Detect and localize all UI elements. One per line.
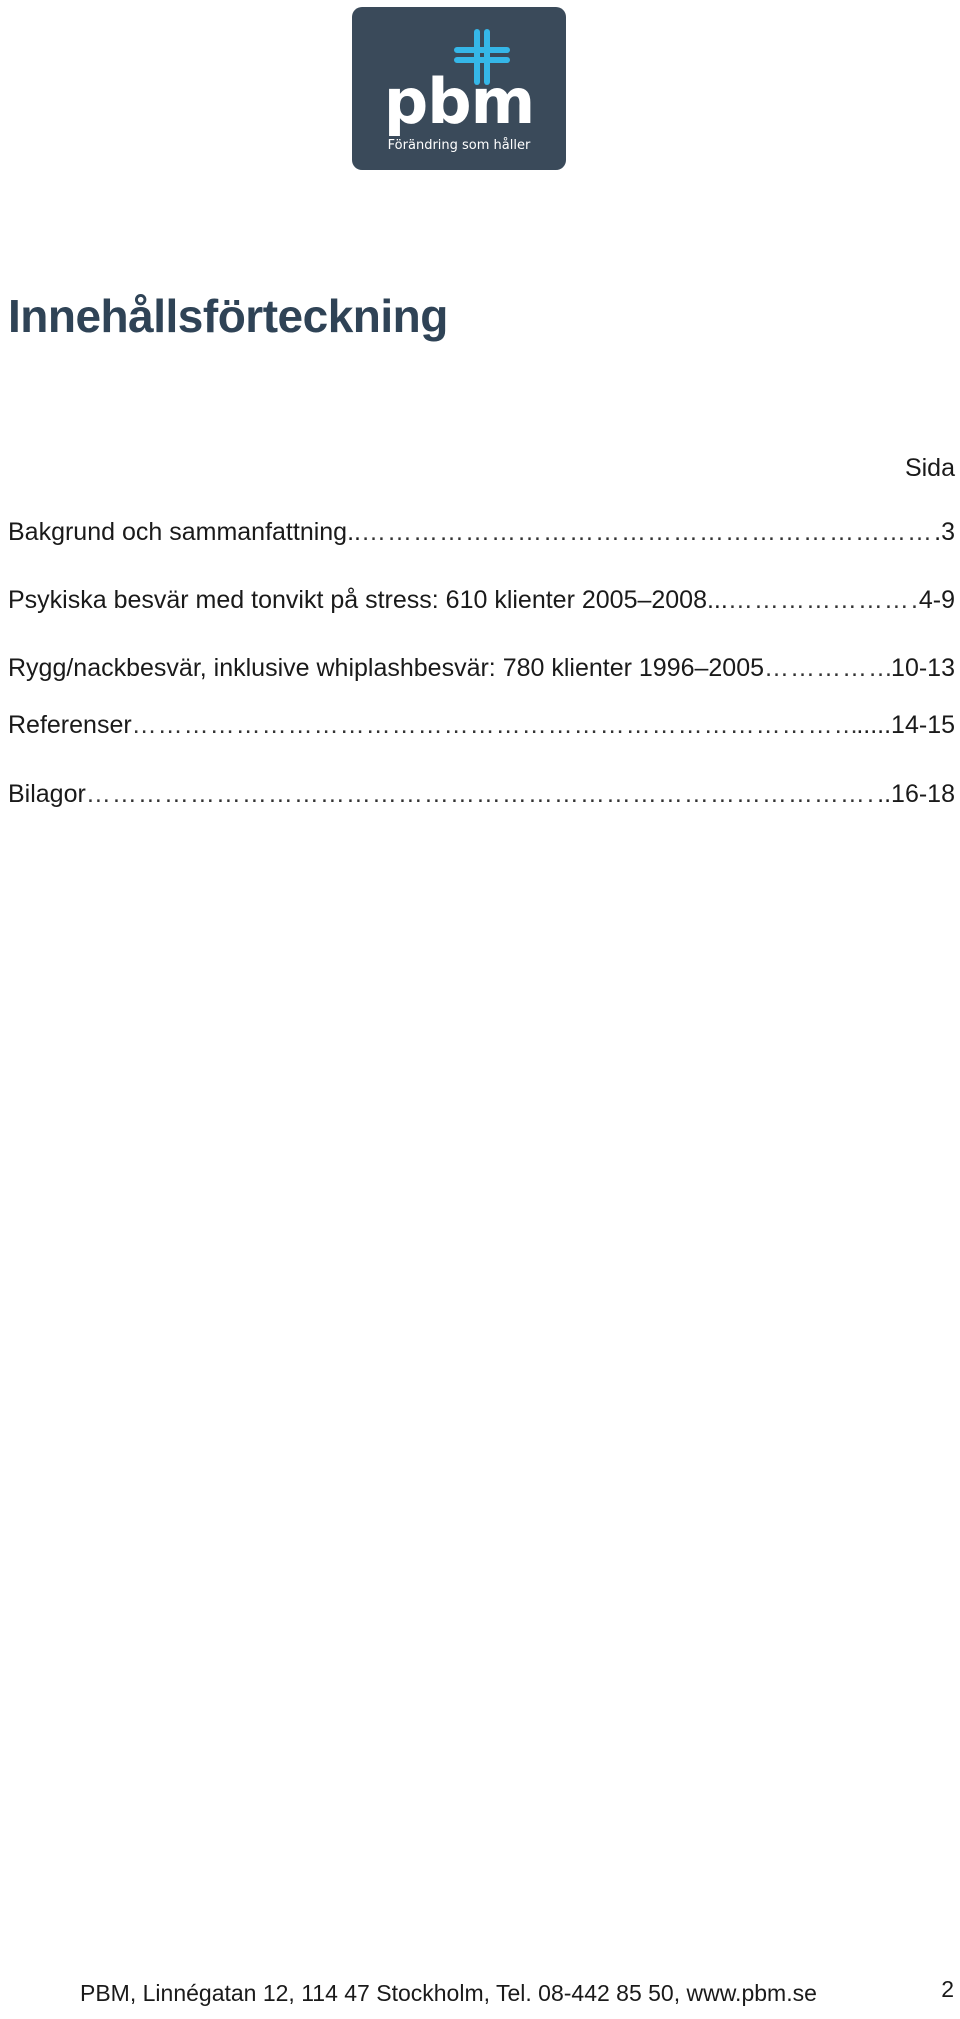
page-column-header: Sida (904, 454, 955, 482)
toc-leader-dots (728, 584, 919, 616)
toc-entry-page: 10-13 (891, 654, 955, 682)
toc-entry-label: Rygg/nackbesvär, inklusive whiplashbesvär: 780 klienter 1996–2005 (8, 654, 765, 682)
toc-entry-page: ..16-18 (877, 780, 955, 808)
page-number: 2 (941, 1976, 954, 2002)
pbm-logo (352, 7, 566, 170)
logo-tagline: Förändring som håller (387, 138, 531, 153)
toc-leader-dots (361, 516, 934, 548)
toc-entry-page: .....14-15 (856, 711, 955, 739)
toc-entry-psychological[interactable] (8, 584, 955, 616)
toc-leader-dots (132, 709, 857, 741)
toc-entry-back-neck[interactable] (8, 652, 955, 684)
toc-entry-label: Psykiska besvär med tonvikt på stress: 610 klienter 2005–2008... (8, 586, 728, 614)
footer-address: PBM, Linnégatan 12, 114 47 Stockholm, Tel. 08-442 85 50, www.pbm.se (80, 1980, 817, 2006)
toc-entry-page: 4-9 (918, 586, 955, 614)
toc-entry-references[interactable] (8, 709, 955, 741)
logo-wordmark: pbm (383, 65, 535, 138)
page-title: Innehållsförteckning (8, 290, 448, 342)
toc-entry-label: Referenser (8, 711, 132, 739)
toc-entry-appendices[interactable] (8, 778, 955, 810)
toc-entry-page: .3 (934, 518, 955, 546)
toc-entry-label: Bilagor (8, 780, 86, 808)
toc-entry-background[interactable] (8, 516, 955, 548)
toc-leader-dots (86, 778, 877, 810)
toc-leader-dots (764, 652, 891, 684)
toc-entry-label: Bakgrund och sammanfattning.. (8, 518, 361, 546)
